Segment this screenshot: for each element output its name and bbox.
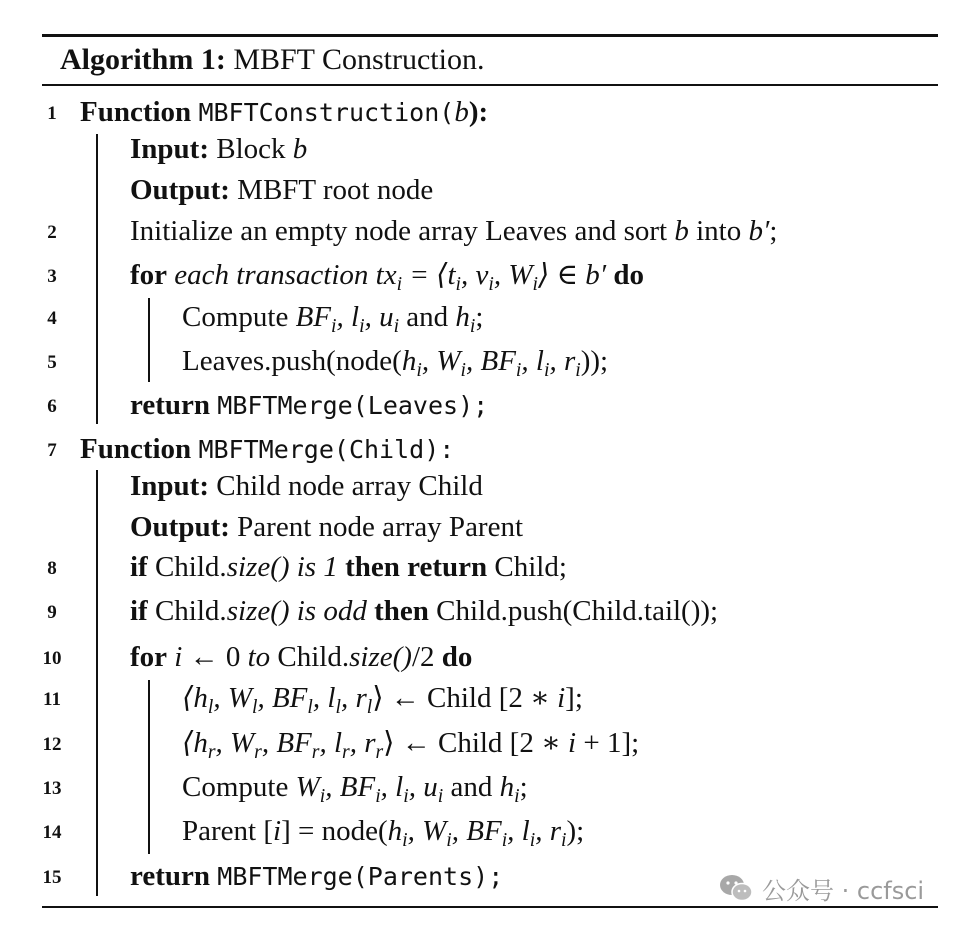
input-line-2 bbox=[0, 466, 968, 506]
math: = ⟨t bbox=[402, 259, 456, 291]
keyword-return: return bbox=[130, 860, 211, 892]
subscript: l bbox=[207, 695, 214, 718]
subscript: i bbox=[514, 784, 520, 807]
algo-line-13 bbox=[0, 767, 968, 807]
text: Initialize an empty node array Leaves and sort bbox=[130, 215, 675, 247]
subscript: i bbox=[403, 784, 409, 807]
math: , W bbox=[213, 682, 252, 714]
math: h bbox=[401, 345, 417, 377]
subscript: i bbox=[532, 272, 539, 295]
text: Parent [ bbox=[182, 815, 273, 847]
keyword-output: Output: bbox=[130, 511, 230, 543]
line-number: 6 bbox=[47, 396, 57, 417]
line-number: 7 bbox=[47, 440, 57, 461]
text: Leaves.push(node( bbox=[182, 345, 402, 377]
text: ⟩ ← Child [2 ∗ bbox=[383, 727, 569, 759]
math: , BF bbox=[257, 682, 308, 714]
subscript: i bbox=[437, 784, 444, 807]
algorithm-title: MBFT Construction. bbox=[233, 43, 485, 76]
text: ⟩ ← Child [2 ∗ bbox=[372, 682, 558, 714]
subscript: i bbox=[416, 358, 422, 381]
algo-line-4 bbox=[0, 297, 968, 337]
math: , BF bbox=[465, 345, 516, 377]
keyword-input: Input: bbox=[130, 133, 209, 165]
subscript: i bbox=[529, 828, 536, 851]
subscript: r bbox=[207, 740, 216, 763]
math: , W bbox=[493, 259, 533, 291]
math: , r bbox=[549, 345, 576, 377]
keyword-do: do bbox=[613, 259, 645, 291]
input-line-1 bbox=[0, 129, 968, 169]
line-number: 5 bbox=[47, 352, 57, 373]
line-number: 1 bbox=[47, 103, 57, 124]
watermark-text: 公众号 · ccfsci bbox=[762, 876, 925, 905]
subscript: i bbox=[393, 314, 400, 337]
text: /2 bbox=[411, 641, 442, 673]
algo-line-11 bbox=[0, 678, 968, 718]
keyword-do: do bbox=[441, 641, 473, 673]
algo-line-14 bbox=[0, 811, 968, 851]
text: and bbox=[399, 301, 456, 333]
line-number: 9 bbox=[47, 602, 57, 623]
text: ]; bbox=[565, 682, 583, 714]
math: , l bbox=[507, 815, 530, 847]
line-number: 10 bbox=[42, 648, 62, 669]
keyword-function: Function bbox=[80, 96, 192, 128]
subscript: i bbox=[331, 314, 337, 337]
line-number: 12 bbox=[42, 734, 62, 755]
algorithm-caption bbox=[60, 40, 484, 80]
subscript: r bbox=[311, 740, 320, 763]
subscript: i bbox=[575, 358, 581, 381]
subscript: i bbox=[446, 828, 452, 851]
input-text: Block bbox=[209, 133, 293, 165]
math: , BF bbox=[451, 815, 502, 847]
argument: b bbox=[454, 96, 469, 128]
keyword-output: Output: bbox=[130, 174, 230, 206]
math: , l bbox=[312, 682, 336, 714]
text: )); bbox=[580, 345, 609, 377]
text: Compute bbox=[182, 771, 296, 803]
output-line-2 bbox=[0, 507, 968, 547]
algo-line-12 bbox=[0, 723, 968, 763]
text: Child. bbox=[147, 595, 227, 627]
math: i bbox=[557, 682, 566, 714]
math: , BF bbox=[261, 727, 312, 759]
text: Compute bbox=[182, 301, 296, 333]
keyword-for: for bbox=[130, 259, 168, 291]
math: i bbox=[167, 641, 190, 673]
condition: size() is 1 bbox=[226, 551, 346, 583]
math: b bbox=[674, 215, 689, 247]
subscript: i bbox=[319, 784, 326, 807]
math: ⟨h bbox=[182, 682, 208, 714]
keyword-then: then bbox=[374, 595, 429, 627]
subscript: i bbox=[396, 272, 403, 295]
math: h bbox=[387, 815, 403, 847]
algo-line-10 bbox=[0, 637, 968, 677]
subscript: i bbox=[561, 828, 567, 851]
text: Child; bbox=[487, 551, 567, 583]
text: and bbox=[443, 771, 500, 803]
algorithm-label: Algorithm 1: bbox=[60, 43, 226, 76]
subscript: l bbox=[335, 695, 341, 718]
math: , u bbox=[364, 301, 394, 333]
subscript: i bbox=[460, 358, 466, 381]
line-number: 13 bbox=[42, 778, 62, 799]
text: size() bbox=[349, 641, 412, 673]
math: ⟨h bbox=[182, 727, 208, 759]
bottom-rule bbox=[42, 906, 938, 908]
subscript: r bbox=[342, 740, 350, 763]
subscript: i bbox=[469, 314, 476, 337]
math: i bbox=[568, 727, 577, 759]
subscript: i bbox=[515, 358, 522, 381]
algo-line-8 bbox=[0, 547, 968, 587]
math: , r bbox=[535, 815, 562, 847]
subscript: l bbox=[251, 695, 258, 718]
line-number: 14 bbox=[42, 822, 62, 843]
algo-line-5 bbox=[0, 341, 968, 381]
function-name: MBFTMerge(Child): bbox=[198, 435, 455, 464]
math: , W bbox=[407, 815, 447, 847]
algo-line-6 bbox=[0, 385, 968, 425]
algo-line-1 bbox=[0, 92, 968, 132]
subscript: i bbox=[543, 358, 550, 381]
math: , r bbox=[349, 727, 376, 759]
text: each transaction bbox=[167, 259, 376, 291]
condition: size() is odd bbox=[226, 595, 375, 627]
keyword-for: for bbox=[130, 641, 168, 673]
math: , v bbox=[461, 259, 489, 291]
math: , r bbox=[340, 682, 367, 714]
math: , l bbox=[380, 771, 404, 803]
subscript: i bbox=[488, 272, 494, 295]
line-number: 4 bbox=[47, 308, 57, 329]
math: , l bbox=[319, 727, 343, 759]
math: b′ bbox=[748, 215, 770, 247]
math: i bbox=[273, 815, 282, 847]
algo-line-3 bbox=[0, 255, 968, 295]
text: ] = node( bbox=[281, 815, 388, 847]
math: BF bbox=[295, 301, 332, 333]
text: into bbox=[688, 215, 749, 247]
math: h bbox=[499, 771, 515, 803]
function-call: MBFTMerge(Leaves); bbox=[217, 391, 489, 420]
keyword-return: return bbox=[130, 389, 211, 421]
line-number: 8 bbox=[47, 558, 57, 579]
algo-line-7 bbox=[0, 429, 968, 469]
close-paren: ): bbox=[468, 96, 489, 128]
function-name: MBFTConstruction( bbox=[198, 98, 455, 127]
output-line-1 bbox=[0, 170, 968, 210]
subscript: l bbox=[307, 695, 313, 718]
text: Child.push(Child.tail()); bbox=[428, 595, 719, 627]
subscript: i bbox=[455, 272, 461, 295]
wechat-icon bbox=[718, 873, 754, 903]
math: ⟩ ∈ b′ bbox=[538, 259, 614, 291]
line-number: 2 bbox=[47, 222, 57, 243]
caption-rule bbox=[42, 84, 938, 86]
math: , BF bbox=[325, 771, 376, 803]
math: , W bbox=[215, 727, 255, 759]
watermark bbox=[718, 866, 924, 910]
subscript: r bbox=[254, 740, 262, 763]
keyword-to: to bbox=[247, 641, 271, 673]
subscript: i bbox=[402, 828, 408, 851]
line-number: 3 bbox=[47, 266, 57, 287]
math: W bbox=[295, 771, 320, 803]
subscript: i bbox=[501, 828, 508, 851]
line-number: 15 bbox=[42, 867, 62, 888]
text: ); bbox=[566, 815, 585, 847]
keyword-function: Function bbox=[80, 433, 192, 465]
output-text: MBFT root node bbox=[229, 174, 434, 206]
text: ; bbox=[475, 301, 484, 333]
math: , l bbox=[521, 345, 544, 377]
input-var: b bbox=[292, 133, 308, 165]
text: ; bbox=[519, 771, 528, 803]
math: ← 0 bbox=[189, 641, 248, 673]
subscript: i bbox=[375, 784, 381, 807]
output-text: Parent node array Parent bbox=[229, 511, 524, 543]
input-text: Child node array Child bbox=[209, 470, 483, 502]
math: h bbox=[455, 301, 470, 333]
keyword-input: Input: bbox=[130, 470, 209, 502]
line-number: 11 bbox=[43, 689, 61, 710]
function-call: MBFTMerge(Parents); bbox=[217, 862, 504, 891]
math: , u bbox=[408, 771, 438, 803]
math: , W bbox=[421, 345, 461, 377]
keyword-if: if bbox=[130, 551, 148, 583]
text: ; bbox=[769, 215, 778, 247]
keyword-if: if bbox=[130, 595, 148, 627]
algo-line-2 bbox=[0, 211, 968, 251]
subscript: l bbox=[366, 695, 373, 718]
text: Child. bbox=[270, 641, 350, 673]
keyword-then-return: then return bbox=[345, 551, 488, 583]
text: Child. bbox=[147, 551, 227, 583]
algo-line-9 bbox=[0, 591, 968, 631]
math: , l bbox=[336, 301, 360, 333]
subscript: i bbox=[359, 314, 365, 337]
subscript: r bbox=[375, 740, 384, 763]
text: + 1]; bbox=[576, 727, 640, 759]
top-rule bbox=[42, 34, 938, 37]
math: tx bbox=[375, 259, 397, 291]
